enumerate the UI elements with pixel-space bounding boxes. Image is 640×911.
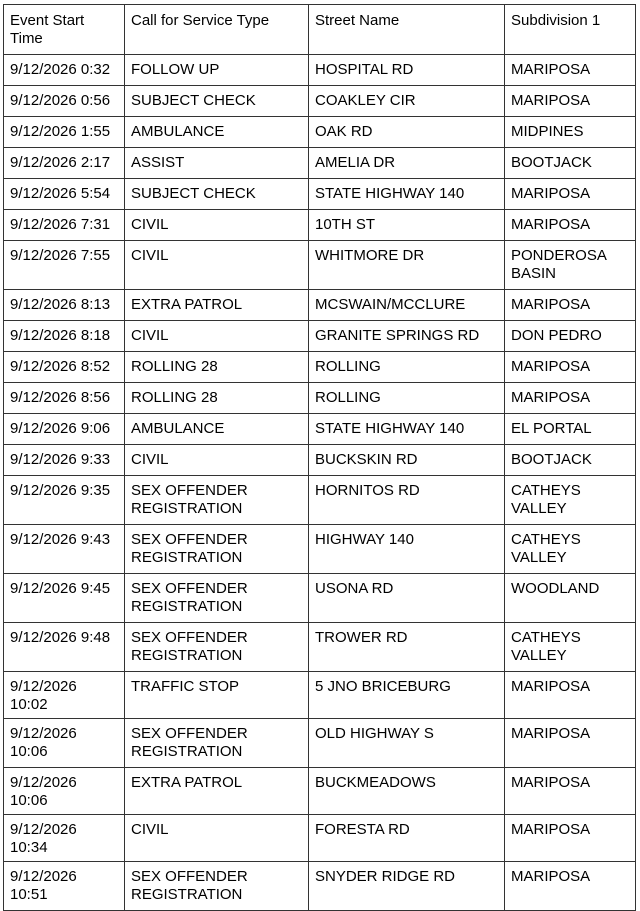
column-header-subdivision: Subdivision 1 (505, 5, 636, 55)
cell-event-start-time: 9/12/2026 10:51 (4, 862, 125, 911)
cell-subdivision: MARIPOSA (505, 290, 636, 321)
column-header-call-type: Call for Service Type (125, 5, 309, 55)
table-body (4, 55, 636, 911)
table-row (4, 383, 636, 414)
cell-street-name: STATE HIGHWAY 140 (309, 414, 505, 445)
cell-subdivision: MARIPOSA (505, 55, 636, 86)
cell-street-name: AMELIA DR (309, 148, 505, 179)
cell-subdivision: MARIPOSA (505, 86, 636, 117)
table-row (4, 672, 636, 719)
cell-street-name: 10TH ST (309, 210, 505, 241)
cell-event-start-time: 9/12/2026 9:06 (4, 414, 125, 445)
cell-subdivision: MARIPOSA (505, 815, 636, 862)
cell-subdivision: MARIPOSA (505, 210, 636, 241)
cell-event-start-time: 9/12/2026 10:06 (4, 768, 125, 815)
cell-event-start-time: 9/12/2026 9:43 (4, 525, 125, 574)
table-row (4, 815, 636, 862)
cell-event-start-time: 9/12/2026 1:55 (4, 117, 125, 148)
cell-street-name: OLD HIGHWAY S (309, 719, 505, 768)
cell-street-name: FORESTA RD (309, 815, 505, 862)
cell-street-name: SNYDER RIDGE RD (309, 862, 505, 911)
cell-subdivision: MARIPOSA (505, 862, 636, 911)
cell-call-type: SEX OFFENDER REGISTRATION (125, 525, 309, 574)
table-row (4, 574, 636, 623)
cell-subdivision: MIDPINES (505, 117, 636, 148)
cell-call-type: SEX OFFENDER REGISTRATION (125, 623, 309, 672)
cell-subdivision: MARIPOSA (505, 768, 636, 815)
cell-call-type: SEX OFFENDER REGISTRATION (125, 476, 309, 525)
table-row (4, 241, 636, 290)
cell-event-start-time: 9/12/2026 5:54 (4, 179, 125, 210)
cell-call-type: CIVIL (125, 815, 309, 862)
table-row (4, 445, 636, 476)
cell-street-name: WHITMORE DR (309, 241, 505, 290)
cell-call-type: ROLLING 28 (125, 383, 309, 414)
cell-call-type: AMBULANCE (125, 117, 309, 148)
cell-event-start-time: 9/12/2026 0:56 (4, 86, 125, 117)
cell-call-type: CIVIL (125, 445, 309, 476)
cell-call-type: ASSIST (125, 148, 309, 179)
cell-call-type: CIVIL (125, 321, 309, 352)
cell-street-name: OAK RD (309, 117, 505, 148)
cell-street-name: HORNITOS RD (309, 476, 505, 525)
cell-event-start-time: 9/12/2026 8:18 (4, 321, 125, 352)
cell-event-start-time: 9/12/2026 9:33 (4, 445, 125, 476)
cell-call-type: CIVIL (125, 210, 309, 241)
cell-event-start-time: 9/12/2026 0:32 (4, 55, 125, 86)
cell-event-start-time: 9/12/2026 9:35 (4, 476, 125, 525)
cell-call-type: SEX OFFENDER REGISTRATION (125, 574, 309, 623)
cell-subdivision: MARIPOSA (505, 719, 636, 768)
table-row (4, 525, 636, 574)
cell-street-name: BUCKSKIN RD (309, 445, 505, 476)
table-row (4, 86, 636, 117)
calls-for-service-table (3, 4, 636, 911)
cell-street-name: 5 JNO BRICEBURG (309, 672, 505, 719)
table-row (4, 55, 636, 86)
cell-street-name: TROWER RD (309, 623, 505, 672)
cell-event-start-time: 9/12/2026 8:13 (4, 290, 125, 321)
cell-call-type: ROLLING 28 (125, 352, 309, 383)
table-row (4, 623, 636, 672)
cell-street-name: GRANITE SPRINGS RD (309, 321, 505, 352)
cell-street-name: COAKLEY CIR (309, 86, 505, 117)
cell-call-type: CIVIL (125, 241, 309, 290)
cell-subdivision: BOOTJACK (505, 445, 636, 476)
cell-subdivision: MARIPOSA (505, 352, 636, 383)
cell-event-start-time: 9/12/2026 8:52 (4, 352, 125, 383)
table-row (4, 476, 636, 525)
cell-event-start-time: 9/12/2026 10:06 (4, 719, 125, 768)
table-row (4, 117, 636, 148)
cell-street-name: MCSWAIN/MCCLURE (309, 290, 505, 321)
table-row (4, 210, 636, 241)
table-row (4, 719, 636, 768)
cell-event-start-time: 9/12/2026 8:56 (4, 383, 125, 414)
cell-subdivision: WOODLAND (505, 574, 636, 623)
table-row (4, 352, 636, 383)
table-header-row (4, 5, 636, 55)
cell-subdivision: BOOTJACK (505, 148, 636, 179)
cell-subdivision: MARIPOSA (505, 179, 636, 210)
table-row (4, 321, 636, 352)
column-header-event-start-time: Event Start Time (4, 5, 125, 55)
cell-call-type: SEX OFFENDER REGISTRATION (125, 719, 309, 768)
cell-call-type: FOLLOW UP (125, 55, 309, 86)
cell-event-start-time: 9/12/2026 7:31 (4, 210, 125, 241)
cell-street-name: USONA RD (309, 574, 505, 623)
cell-subdivision: CATHEYS VALLEY (505, 623, 636, 672)
cell-event-start-time: 9/12/2026 9:45 (4, 574, 125, 623)
cell-street-name: HIGHWAY 140 (309, 525, 505, 574)
table-row (4, 179, 636, 210)
cell-call-type: SUBJECT CHECK (125, 179, 309, 210)
cell-street-name: ROLLING (309, 352, 505, 383)
cell-call-type: AMBULANCE (125, 414, 309, 445)
table-row (4, 290, 636, 321)
table-row (4, 148, 636, 179)
cell-subdivision: PONDEROSA BASIN (505, 241, 636, 290)
cell-subdivision: MARIPOSA (505, 672, 636, 719)
column-header-street-name: Street Name (309, 5, 505, 55)
cell-event-start-time: 9/12/2026 10:02 (4, 672, 125, 719)
cell-event-start-time: 9/12/2026 9:48 (4, 623, 125, 672)
cell-street-name: ROLLING (309, 383, 505, 414)
cell-street-name: HOSPITAL RD (309, 55, 505, 86)
cell-street-name: BUCKMEADOWS (309, 768, 505, 815)
cell-subdivision: DON PEDRO (505, 321, 636, 352)
table-row (4, 768, 636, 815)
cell-event-start-time: 9/12/2026 7:55 (4, 241, 125, 290)
cell-subdivision: CATHEYS VALLEY (505, 476, 636, 525)
cell-call-type: TRAFFIC STOP (125, 672, 309, 719)
cell-event-start-time: 9/12/2026 10:34 (4, 815, 125, 862)
cell-subdivision: EL PORTAL (505, 414, 636, 445)
cell-subdivision: MARIPOSA (505, 383, 636, 414)
table-row (4, 414, 636, 445)
cell-event-start-time: 9/12/2026 2:17 (4, 148, 125, 179)
cell-subdivision: CATHEYS VALLEY (505, 525, 636, 574)
cell-street-name: STATE HIGHWAY 140 (309, 179, 505, 210)
cell-call-type: EXTRA PATROL (125, 768, 309, 815)
cell-call-type: EXTRA PATROL (125, 290, 309, 321)
cell-call-type: SEX OFFENDER REGISTRATION (125, 862, 309, 911)
cell-call-type: SUBJECT CHECK (125, 86, 309, 117)
